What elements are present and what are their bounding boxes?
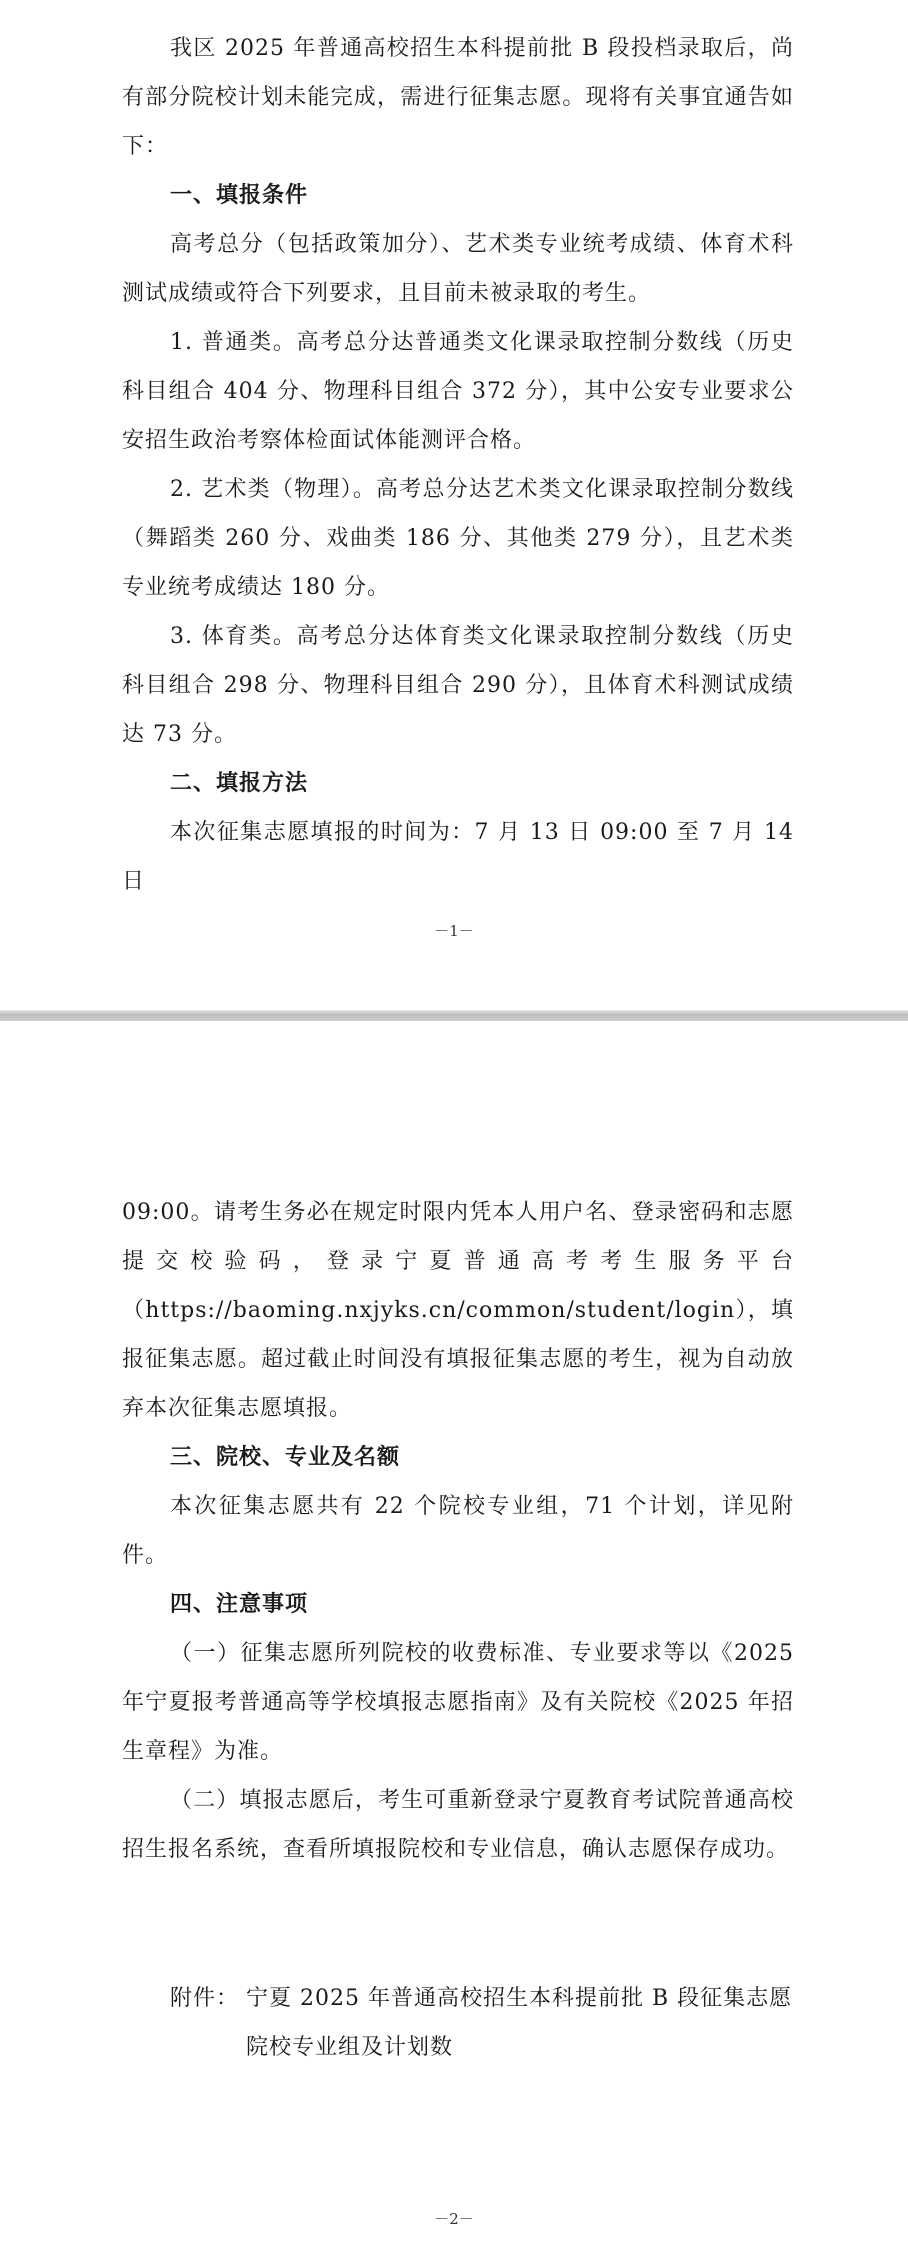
conditions-paragraph: 高考总分（包括政策加分）、艺术类专业统考成绩、体育术科测试成绩或符合下列要求，且目前未被录取的考生。 (122, 232, 794, 306)
method-paragraph: 本次征集志愿填报的时间为：7 月 13 日 09:00 至 7 月 14 日 (122, 820, 794, 894)
quota-paragraph: 本次征集志愿共有 22 个院校专业组，71 个计划，详见附件。 (122, 1494, 794, 1568)
section-heading-notes: 四、注意事项 (170, 1592, 309, 1617)
intro-paragraph: 我区 2025 年普通高校招生本科提前批 B 段投档录取后，尚有部分院校计划未能完成，需进行征集志愿。现将有关事宜通告如下： (122, 36, 794, 159)
page-divider (0, 1010, 908, 1021)
section-heading-quota: 三、院校、专业及名额 (170, 1445, 401, 1470)
document-page-1 (0, 0, 908, 1010)
attachment-block (122, 1974, 794, 2072)
page-1-body (122, 24, 794, 906)
note-2-paragraph: （二）填报志愿后，考生可重新登录宁夏教育考试院普通高校招生报名系统，查看所填报院校和专业信息，确认志愿保存成功。 (122, 1788, 794, 1862)
page-number-1: －1－ (434, 922, 474, 940)
section-heading-conditions: 一、填报条件 (170, 183, 309, 208)
method-continued-paragraph: 09:00。请考生务必在规定时限内凭本人用户名、登录密码和志愿提交校验码，登录宁夏普通高考考生服务平台（https://baoming.nxjyks.cn/common/student/login），填报征集志愿。超过截止时间没有填报征集志愿的考生，视为自动放弃本次征集志愿填报。 (122, 1200, 794, 1421)
attachment-title: 宁夏 2025 年普通高校招生本科提前批 B 段征集志愿院校专业组及计划数 (246, 1986, 793, 2060)
page-2-body (122, 1188, 794, 1874)
attachment-label: 附件： (170, 1986, 240, 2011)
page-number-2: －2－ (434, 2210, 474, 2228)
condition-sports-paragraph: 3. 体育类。高考总分达体育类文化课录取控制分数线（历史科目组合 298 分、物理科目组合 290 分），且体育术科测试成绩达 73 分。 (122, 624, 794, 747)
section-heading-method: 二、填报方法 (170, 771, 309, 796)
note-1-paragraph: （一）征集志愿所列院校的收费标准、专业要求等以《2025 年宁夏报考普通高等学校填报志愿指南》及有关院校《2025 年招生章程》为准。 (122, 1641, 794, 1764)
condition-art-paragraph: 2. 艺术类（物理）。高考总分达艺术类文化课录取控制分数线（舞蹈类 260 分、戏曲类 186 分、其他类 279 分），且艺术类专业统考成绩达 180 分。 (122, 477, 794, 600)
condition-general-paragraph: 1. 普通类。高考总分达普通类文化课录取控制分数线（历史科目组合 404 分、物理科目组合 372 分），其中公安专业要求公安招生政治考察体检面试体能测评合格。 (122, 330, 794, 453)
